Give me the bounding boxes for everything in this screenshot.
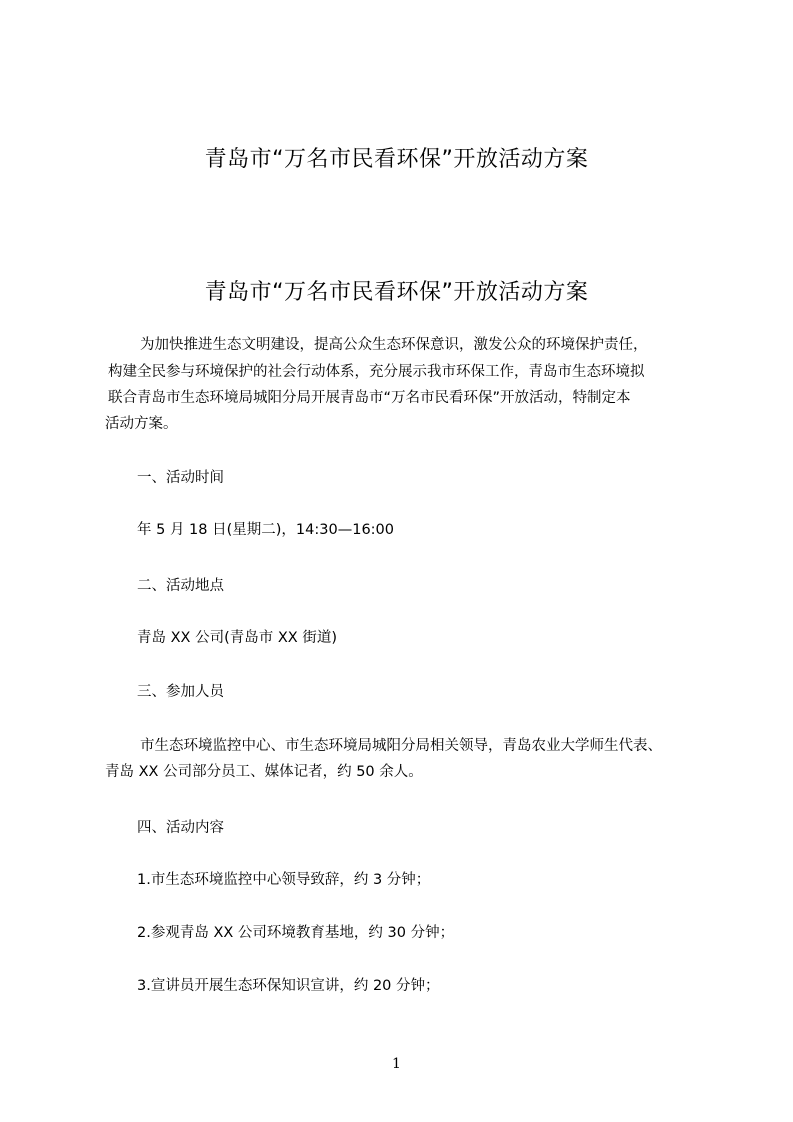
- section-heading-time: 一、活动时间: [137, 470, 224, 486]
- intro-line: 活动方案。: [105, 416, 178, 432]
- intro-line: 为加快推进生态文明建设，提高公众生态环保意识，激发公众的环境保护责任，: [140, 337, 648, 353]
- intro-line: 构建全民参与环境保护的社会行动体系，充分展示我市环保工作，青岛市生态环境拟: [108, 364, 645, 380]
- content-item: 3.宣讲员开展生态环保知识宣讲，约 20 分钟；: [137, 978, 440, 994]
- participants-line: 青岛 XX 公司部分员工、媒体记者，约 50 余人。: [105, 764, 423, 780]
- section-heading-content: 四、活动内容: [137, 820, 224, 836]
- participants-line: 市生态环境监控中心、市生态环境局城阳分局相关领导，青岛农业大学师生代表、: [140, 738, 662, 754]
- section-heading-place: 二、活动地点: [137, 578, 224, 594]
- section-heading-participants: 三、参加人员: [137, 684, 224, 700]
- content-item: 1.市生态环境监控中心领导致辞，约 3 分钟；: [137, 872, 431, 888]
- content-item: 2.参观青岛 XX 公司环境教育基地，约 30 分钟；: [137, 925, 455, 941]
- page-number: 1: [392, 1056, 401, 1072]
- place-text: 青岛 XX 公司(青岛市 XX 街道): [137, 630, 337, 646]
- time-text: 年 5 月 18 日(星期二)，14:30—16:00: [137, 522, 394, 538]
- document-title: 青岛市“万名市民看环保”开放活动方案: [204, 280, 589, 305]
- header-title: 青岛市“万名市民看环保”开放活动方案: [204, 147, 589, 172]
- intro-line: 联合青岛市生态环境局城阳分局开展青岛市“万名市民看环保”开放活动，特制定本: [108, 390, 631, 406]
